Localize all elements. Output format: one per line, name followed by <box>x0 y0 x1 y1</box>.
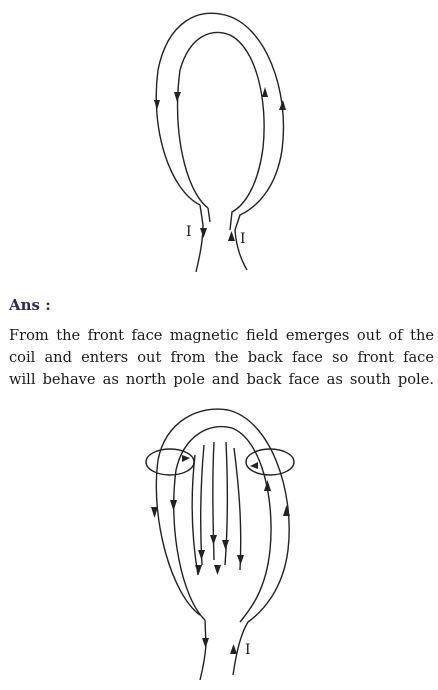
arrow-down-outer <box>154 100 160 110</box>
arrow-down-inner <box>170 500 177 511</box>
field-line <box>234 448 241 570</box>
field-lines-diagram <box>0 400 438 690</box>
arrow-field <box>210 535 217 545</box>
arrow-down-inner <box>174 92 181 102</box>
coil-inner-loop <box>178 33 264 230</box>
arrow-field <box>214 565 221 575</box>
coil-inner-loop <box>174 427 271 622</box>
arrow-up-inner <box>262 87 268 97</box>
arrow-current-in <box>202 638 209 648</box>
answer-text <box>9 325 434 391</box>
answer-line: will behave as north pole and back face as south pole. <box>9 371 434 388</box>
coil-outer-loop <box>156 13 283 270</box>
field-line <box>192 455 198 575</box>
arrow-ring-left <box>182 455 190 462</box>
answer-label: Ans : <box>9 296 51 314</box>
lead-left <box>196 205 203 272</box>
arrow-up-outer <box>283 505 290 516</box>
coil-diagram <box>0 0 438 290</box>
arrow-ring-right <box>250 462 258 469</box>
arrow-field <box>237 555 244 565</box>
arrow-current-in <box>200 228 207 238</box>
arrow-up-outer <box>279 100 286 110</box>
lead-left <box>200 620 206 680</box>
arrow-field <box>198 550 205 560</box>
arrow-field <box>195 565 202 575</box>
arrow-current-out <box>228 231 235 241</box>
field-ring-left <box>146 449 194 475</box>
arrow-current-out <box>230 644 237 654</box>
answer-line: coil and enters out from the back face so front face <box>9 349 434 366</box>
arrow-field <box>222 540 229 550</box>
arrow-up-inner <box>264 480 271 491</box>
current-label-left: I <box>186 224 192 240</box>
answer-line: From the front face magnetic field emerges out of the <box>9 327 434 344</box>
current-label: I <box>245 642 251 658</box>
field-ring-right <box>246 449 294 475</box>
current-label-right: I <box>240 231 246 247</box>
field-line <box>201 445 204 565</box>
